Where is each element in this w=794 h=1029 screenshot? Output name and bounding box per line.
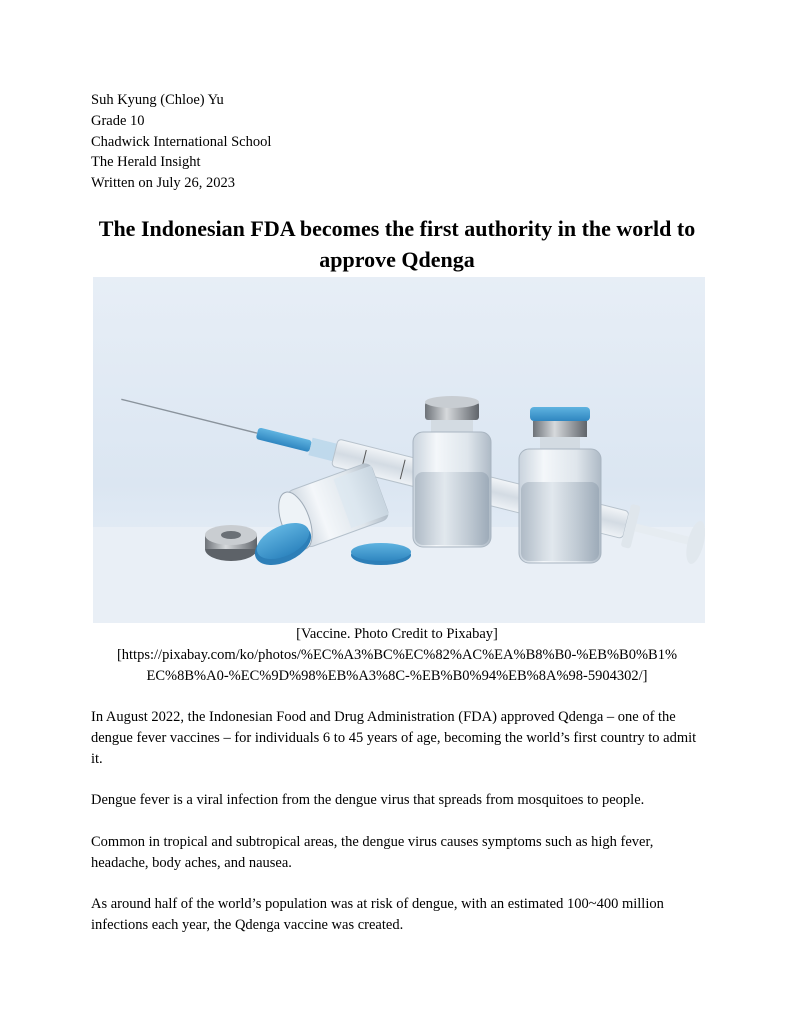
caption-url-line-2: EC%8B%A0-%EC%9D%98%EB%A3%8C-%EB%B0%94%EB%8A%98-5904302/] <box>146 668 648 684</box>
caption-credit: [Vaccine. Photo Credit to Pixabay] <box>296 626 498 642</box>
article-body <box>91 707 707 957</box>
author-name: Suh Kyung (Chloe) Yu <box>91 92 224 108</box>
caption-url-line-1: [https://pixabay.com/ko/photos/%EC%A3%BC%EC%82%AC%EA%B8%B0-%EB%B0%B1% <box>116 647 678 663</box>
author-header <box>91 90 271 194</box>
paragraph: As around half of the world’s population was at risk of dengue, with an estimated 100~400 million infections each year, the Qdenga vaccine was created. <box>91 896 664 933</box>
written-date: Written on July 26, 2023 <box>91 175 236 192</box>
author-school: Chadwick International School <box>91 133 272 150</box>
paragraph: Dengue fever is a viral infection from the dengue virus that spreads from mosquitoes to people. <box>91 792 645 809</box>
author-grade: Grade 10 <box>91 112 145 129</box>
paragraph: In August 2022, the Indonesian Food and Drug Administration (FDA) approved Qdenga – one of the dengue fever vaccines – for individuals 6 to 45 years of age, becoming the world’s first country to admit it. <box>91 709 697 767</box>
vaccine-photo <box>93 277 705 623</box>
publication-name: The Herald Insight <box>91 154 201 171</box>
photo-caption <box>91 624 703 687</box>
paragraph: Common in tropical and subtropical areas, the dengue virus causes symptoms such as high fever, headache, body aches, and nausea. <box>91 833 654 871</box>
article-title: The Indonesian FDA becomes the first authority in the world to approve Qdenga <box>98 216 696 272</box>
